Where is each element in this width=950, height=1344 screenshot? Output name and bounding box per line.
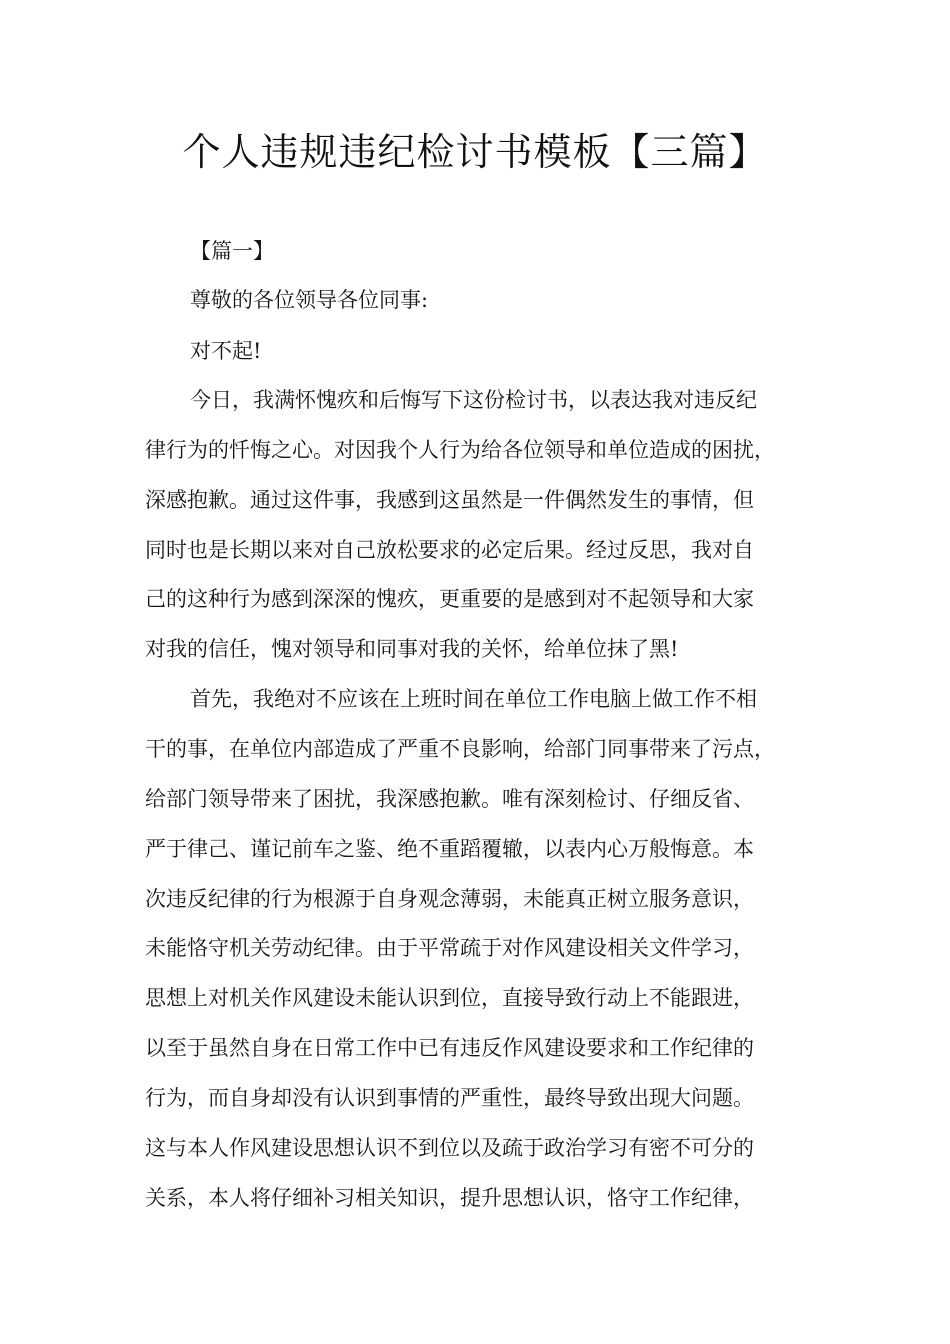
paragraph-2-line: 未能恪守机关劳动纪律。由于平常疏于对作风建设相关文件学习， [145, 936, 754, 960]
paragraph-1-line: 同时也是长期以来对自己放松要求的必定后果。经过反思，我对自 [145, 538, 754, 562]
paragraph-2-line: 给部门领导带来了困扰，我深感抱歉。唯有深刻检讨、仔细反省、 [145, 787, 754, 811]
section-label: 【篇一】 [190, 239, 274, 263]
paragraph-1-line: 今日，我满怀愧疚和后悔写下这份检讨书，以表达我对违反纪 [190, 388, 757, 412]
paragraph-2-line: 首先，我绝对不应该在上班时间在单位工作电脑上做工作不相 [190, 687, 757, 711]
salutation: 尊敬的各位领导各位同事: [190, 288, 429, 312]
paragraph-2-line: 以至于虽然自身在日常工作中已有违反作风建设要求和工作纪律的 [145, 1036, 754, 1060]
paragraph-1-line: 对我的信任，愧对领导和同事对我的关怀，给单位抹了黑! [145, 637, 679, 661]
paragraph-2-line: 严于律己、谨记前车之鉴、绝不重蹈覆辙，以表内心万般悔意。本 [145, 837, 754, 861]
paragraph-1-line: 己的这种行为感到深深的愧疚，更重要的是感到对不起领导和大家 [145, 587, 754, 611]
paragraph-2-line: 关系，本人将仔细补习相关知识，提升思想认识，恪守工作纪律， [145, 1186, 754, 1210]
paragraph-2-line: 这与本人作风建设思想认识不到位以及疏于政治学习有密不可分的 [145, 1136, 754, 1160]
paragraph-2-line: 干的事，在单位内部造成了严重不良影响，给部门同事带来了污点， [145, 737, 775, 761]
paragraph-2-line: 思想上对机关作风建设未能认识到位，直接导致行动上不能跟进， [145, 986, 754, 1010]
paragraph-2-line: 次违反纪律的行为根源于自身观念薄弱，未能真正树立服务意识， [145, 887, 754, 911]
paragraph-1-line: 深感抱歉。通过这件事，我感到这虽然是一件偶然发生的事情，但 [145, 488, 754, 512]
paragraph-2-line: 行为，而自身却没有认识到事情的严重性，最终导致出现大问题。 [145, 1086, 754, 1110]
paragraph-1-line: 律行为的忏悔之心。对因我个人行为给各位领导和单位造成的困扰， [145, 438, 775, 462]
apology-line: 对不起! [190, 339, 262, 363]
page-title: 个人违规违纪检讨书模板【三篇】 [182, 130, 768, 174]
